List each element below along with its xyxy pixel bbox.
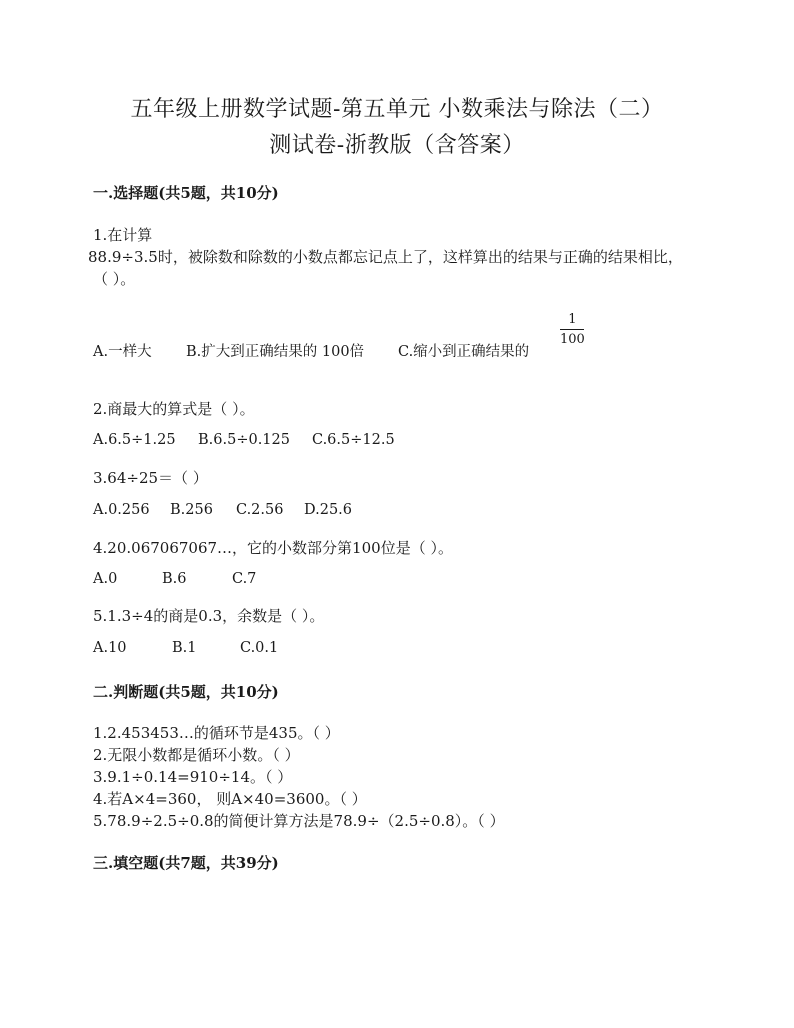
- document-title-line2: 测试卷-浙教版（含答案）: [269, 133, 525, 158]
- question-5-option-c: C.0.1: [240, 640, 279, 656]
- question-3-stem: 3.64÷25＝（ ）: [93, 469, 208, 487]
- question-1-fraction: [560, 312, 585, 347]
- question-5-stem: 5.1.3÷4的商是0.3，余数是（ ）。: [93, 607, 325, 625]
- judge-item-4: 4.若A×4=360， 则A×40=3600。（ ）: [93, 790, 367, 808]
- question-2-option-c: C.6.5÷12.5: [312, 432, 395, 448]
- question-1-option-c: C.缩小到正确结果的: [398, 344, 530, 360]
- fraction-numerator: 1: [568, 312, 577, 327]
- question-4-option-b: B.6: [162, 571, 187, 587]
- judge-item-3: 3.9.1÷0.14=910÷14。（ ）: [93, 768, 293, 786]
- question-4-option-a: A.0: [93, 571, 118, 587]
- section-heading-judge: 二.判断题(共5题，共10分): [93, 683, 279, 701]
- question-2-stem: 2.商最大的算式是（ ）。: [93, 400, 255, 418]
- question-1-option-a: A.一样大: [93, 344, 152, 360]
- document-title-line1: 五年级上册数学试题-第五单元 小数乘法与除法（二）: [130, 97, 664, 122]
- section-heading-fill: 三.填空题(共7题，共39分): [93, 854, 279, 872]
- fraction-denominator: 100: [560, 332, 585, 347]
- question-3-option-d: D.25.6: [304, 502, 353, 518]
- question-1-line2: 88.9÷3.5时，被除数和除数的小数点都忘记点上了，这样算出的结果与正确的结果相比，: [88, 248, 683, 266]
- judge-item-5: 5.78.9÷2.5÷0.8的简便计算方法是78.9÷（2.5÷0.8）。（ ）: [93, 812, 505, 830]
- question-2-option-b: B.6.5÷0.125: [198, 432, 290, 448]
- question-1-line3: （ ）。: [93, 270, 136, 288]
- question-3-option-a: A.0.256: [93, 502, 150, 518]
- section-heading-choice: 一.选择题(共5题，共10分): [93, 184, 279, 202]
- question-1-line1: 1.在计算: [93, 226, 153, 244]
- question-3-option-b: B.256: [170, 502, 213, 518]
- judge-item-2: 2.无限小数都是循环小数。（ ）: [93, 746, 300, 764]
- question-4-stem: 4.20.067067067…，它的小数部分第100位是（ ）。: [93, 539, 453, 557]
- question-2-option-a: A.6.5÷1.25: [93, 432, 176, 448]
- question-3-option-c: C.2.56: [236, 502, 284, 518]
- question-5-option-a: A.10: [93, 640, 127, 656]
- question-1-option-b: B.扩大到正确结果的 100倍: [186, 344, 365, 360]
- question-5-option-b: B.1: [172, 640, 197, 656]
- judge-item-1: 1.2.453453…的循环节是435。（ ）: [93, 724, 340, 742]
- fraction-bar: [560, 329, 584, 330]
- question-4-option-c: C.7: [232, 571, 257, 587]
